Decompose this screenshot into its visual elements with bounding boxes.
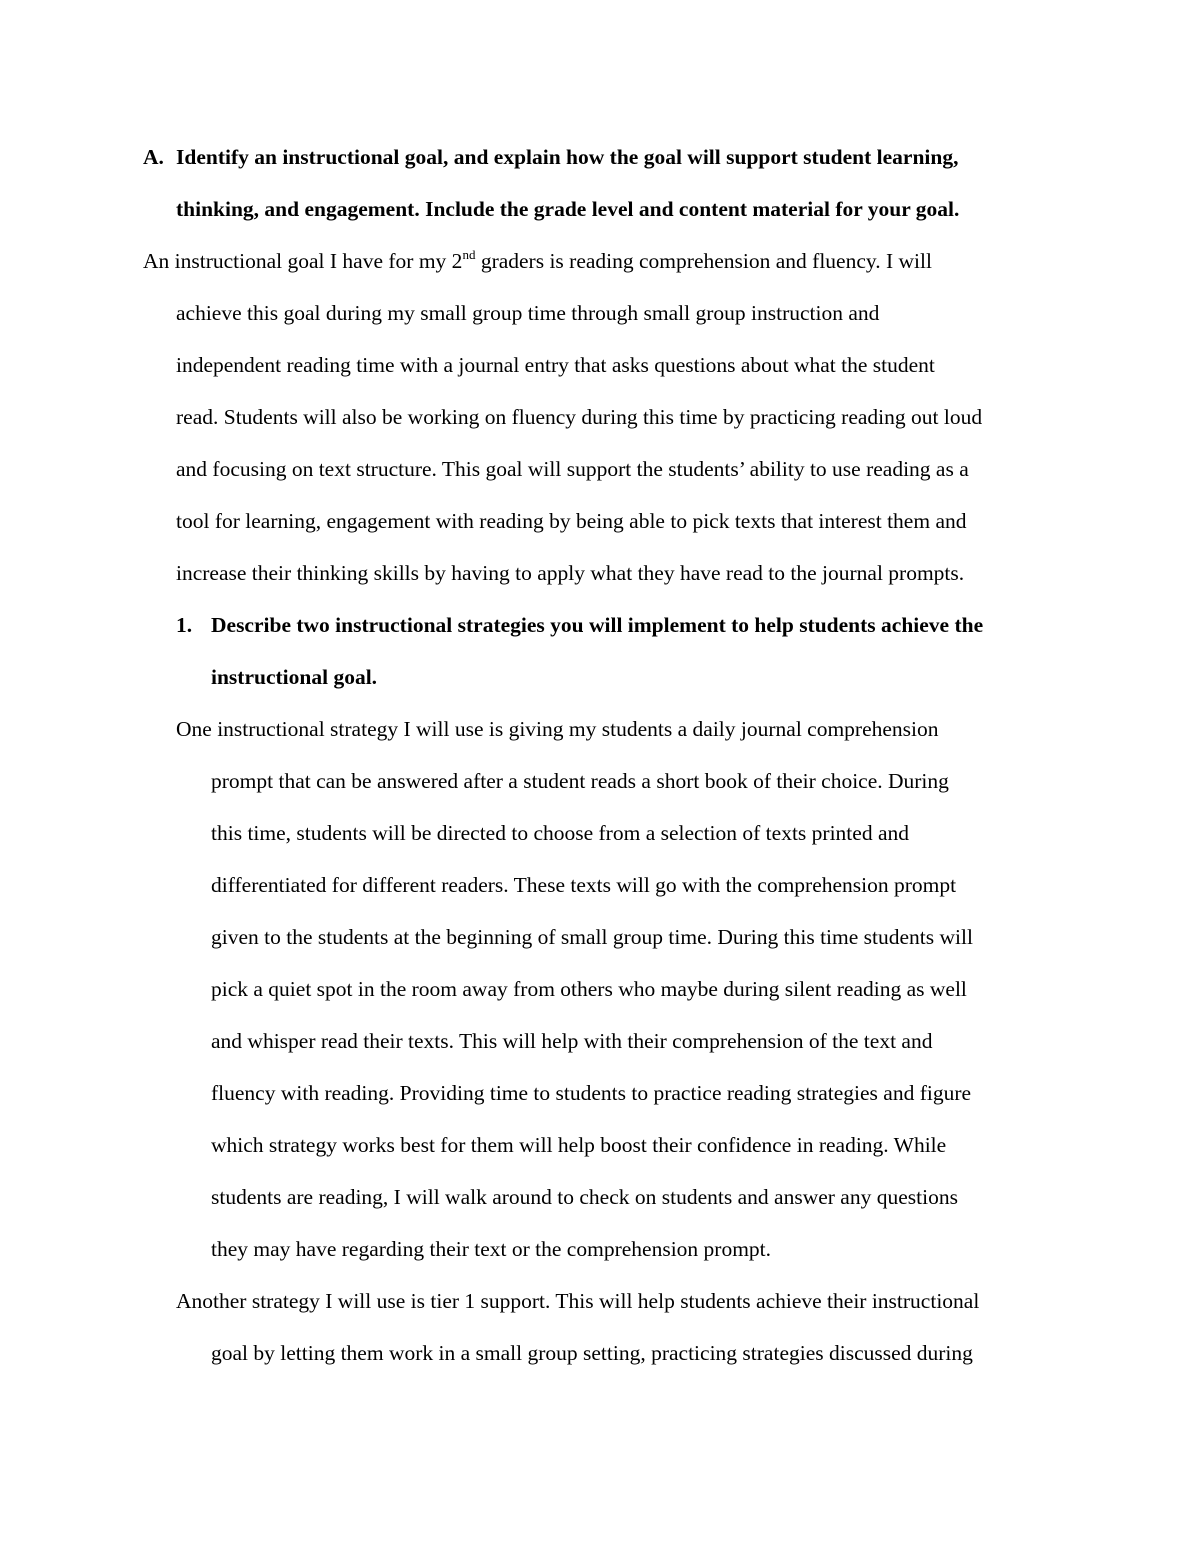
- paragraph-1-line: achieve this goal during my small group time through small group instruction and: [176, 301, 880, 325]
- paragraph-3-line: goal by letting them work in a small group setting, practicing strategies discussed during: [211, 1341, 973, 1365]
- section-a-heading-line: [143, 144, 958, 170]
- paragraph-1-text: An instructional goal I have for my 2: [143, 249, 463, 273]
- subsection-1-marker: 1.: [176, 613, 193, 637]
- paragraph-2-line: students are reading, I will walk around to check on students and answer any questions: [211, 1185, 958, 1209]
- ordinal-superscript: nd: [462, 247, 476, 262]
- paragraph-2-line: given to the students at the beginning of small group time. During this time students will: [211, 925, 973, 949]
- paragraph-2-line: differentiated for different readers. These texts will go with the comprehension prompt: [211, 873, 957, 897]
- paragraph-2-line: fluency with reading. Providing time to students to practice reading strategies and figure: [211, 1081, 972, 1105]
- paragraph-2-line: One instructional strategy I will use is giving my students a daily journal comprehension: [176, 717, 939, 741]
- paragraph-2-line: this time, students will be directed to choose from a selection of texts printed and: [211, 821, 909, 845]
- paragraph-2-line: which strategy works best for them will help boost their confidence in reading. While: [211, 1133, 947, 1157]
- section-a-marker: A.: [143, 145, 164, 169]
- paragraph-1-line: and focusing on text structure. This goal will support the students’ ability to use reading as a: [176, 457, 969, 481]
- subsection-1-heading-line: instructional goal.: [211, 665, 378, 689]
- paragraph-2-line: pick a quiet spot in the room away from others who maybe during silent reading as well: [211, 977, 967, 1001]
- subsection-1-heading-line: [176, 612, 983, 638]
- paragraph-1-line: increase their thinking skills by having to apply what they have read to the journal prompts.: [176, 561, 965, 585]
- paragraph-2-line: prompt that can be answered after a student reads a short book of their choice. During: [211, 769, 949, 793]
- paragraph-2-line: they may have regarding their text or the comprehension prompt.: [211, 1237, 772, 1261]
- paragraph-3-line: Another strategy I will use is tier 1 support. This will help students achieve their instructional: [176, 1289, 980, 1313]
- paragraph-2-line: and whisper read their texts. This will help with their comprehension of the text and: [211, 1029, 933, 1053]
- subsection-1-heading-text: Describe two instructional strategies you will implement to help students achieve the: [211, 613, 984, 637]
- paragraph-1-line: read. Students will also be working on fluency during this time by practicing reading out loud: [176, 405, 983, 429]
- paragraph-1-line: tool for learning, engagement with reading by being able to pick texts that interest them and: [176, 509, 967, 533]
- paragraph-1-line: independent reading time with a journal entry that asks questions about what the student: [176, 353, 935, 377]
- section-a-heading-text: Identify an instructional goal, and explain how the goal will support student learning,: [176, 145, 959, 169]
- section-a-heading-line: thinking, and engagement. Include the grade level and content material for your goal.: [176, 197, 960, 221]
- paragraph-1-line: [143, 248, 932, 274]
- paragraph-1-text: graders is reading comprehension and fluency. I will: [475, 249, 932, 273]
